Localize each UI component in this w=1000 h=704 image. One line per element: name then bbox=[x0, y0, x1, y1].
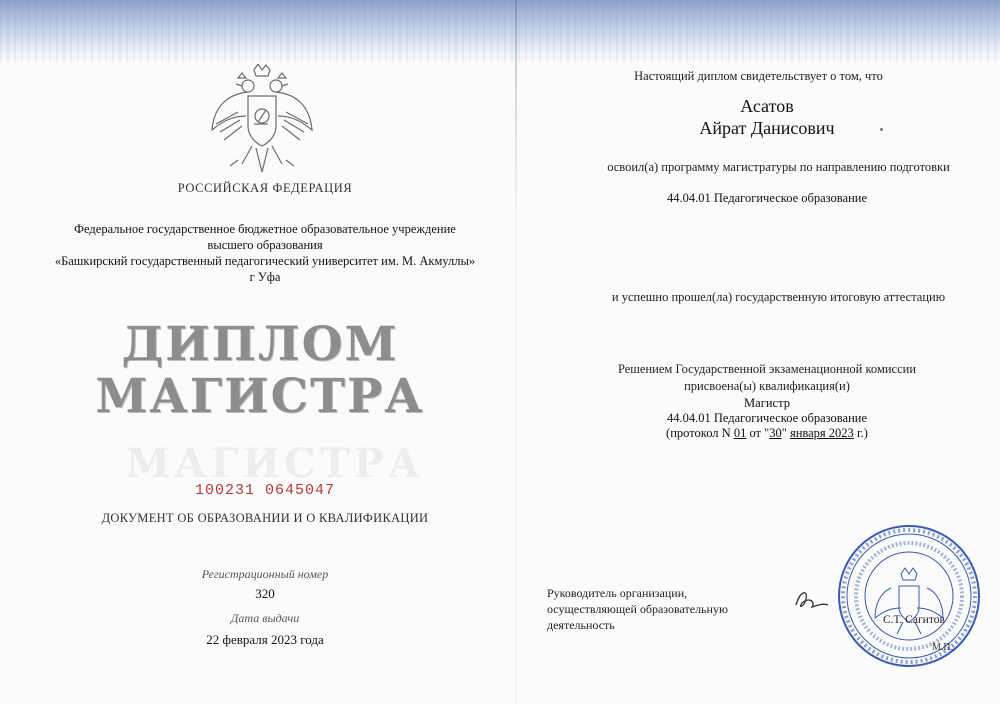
head-line: осуществляющей образовательную bbox=[547, 602, 728, 616]
title-watermark: МАГИСТРА bbox=[125, 440, 425, 487]
country-name: РОССИЙСКАЯ ФЕДЕРАЦИЯ bbox=[177, 181, 353, 195]
institution-line: Федеральное государственное бюджетное образовательное учреждение bbox=[74, 222, 456, 236]
certification-intro: Настоящий диплом свидетельствует о том, что bbox=[634, 69, 883, 83]
attestation-statement: и успешно прошел(ла) государственную итоговую аттестацию bbox=[611, 290, 946, 304]
program-name: 44.04.01 Педагогическое образование bbox=[666, 191, 868, 205]
protocol-number: 01 bbox=[733, 426, 747, 440]
signature-icon bbox=[792, 585, 832, 615]
protocol-mid: от " bbox=[746, 426, 770, 440]
qualification-program: 44.04.01 Педагогическое образование bbox=[666, 411, 868, 425]
issue-date-label: Дата выдачи bbox=[230, 611, 300, 625]
head-line: деятельность bbox=[547, 618, 615, 632]
protocol-prefix: (протокол N bbox=[666, 426, 734, 440]
scan-speck bbox=[880, 128, 883, 131]
signer-name: С.Т. Сагитов bbox=[883, 614, 945, 626]
protocol-day: 30 bbox=[769, 426, 782, 440]
diploma-title-line1: ДИПЛОМ bbox=[121, 317, 399, 372]
protocol-month-year: января 2023 bbox=[789, 426, 854, 440]
issue-date: 22 февраля 2023 года bbox=[206, 632, 324, 647]
commission-line: Решением Государственной экзаменационной комиссии bbox=[617, 362, 917, 376]
diploma-title-line2: МАГИСТРА bbox=[95, 369, 425, 424]
official-seal-icon bbox=[835, 522, 983, 670]
registration-number: 320 bbox=[255, 586, 275, 601]
coat-of-arms-icon bbox=[208, 64, 316, 176]
qualification-block bbox=[557, 396, 977, 441]
institution-city: г Уфа bbox=[249, 270, 281, 284]
serial-number: 100231 0645047 bbox=[194, 482, 336, 499]
commission-decision bbox=[557, 361, 977, 395]
document-type: ДОКУМЕНТ ОБ ОБРАЗОВАНИИ И О КВАЛИФИКАЦИИ bbox=[101, 511, 429, 525]
protocol-quote: " bbox=[781, 426, 790, 440]
stamp-place-label: М.П. bbox=[932, 642, 954, 653]
protocol-line bbox=[557, 426, 977, 441]
head-of-organization bbox=[547, 585, 787, 633]
registration-label: Регистрационный номер bbox=[201, 567, 329, 581]
head-line: Руководитель организации, bbox=[547, 586, 688, 600]
institution-block bbox=[30, 221, 500, 285]
protocol-suffix: г.) bbox=[853, 426, 868, 440]
graduate-first-names: Айрат Данисович bbox=[699, 118, 835, 138]
graduate-last-name: Асатов bbox=[740, 96, 794, 116]
diploma-right-page bbox=[517, 0, 1000, 704]
qualification-name: Магистр bbox=[744, 396, 790, 410]
institution-line: «Башкирский государственный педагогический университет им. М. Акмуллы» bbox=[54, 254, 476, 268]
program-statement: освоил(а) программу магистратуры по направлению подготовки bbox=[607, 160, 950, 174]
institution-line: высшего образования bbox=[207, 238, 323, 252]
commission-line: присвоена(ы) квалификация(и) bbox=[684, 379, 850, 393]
